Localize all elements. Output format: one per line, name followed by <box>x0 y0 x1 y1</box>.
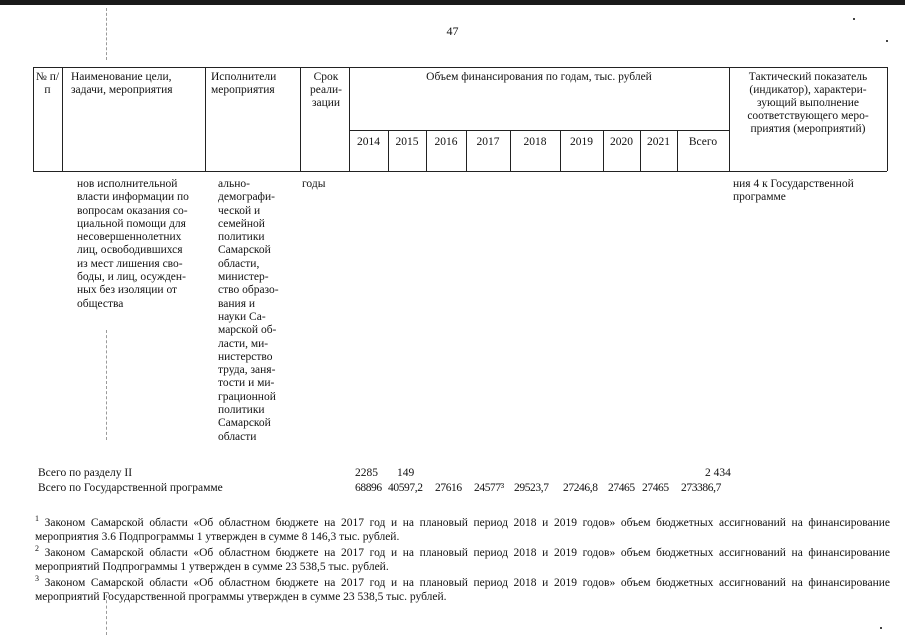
exec-line: тости и ми- <box>218 377 275 390</box>
footnote <box>35 572 890 604</box>
exec-line: труда, заня- <box>218 364 276 377</box>
footnote-mark: 1 <box>35 514 39 523</box>
totals-value: 149 <box>397 467 415 479</box>
exec-line: политики <box>218 231 265 244</box>
header-funding: Объем финансирования по годам, тыс. рублей <box>426 71 652 83</box>
scan-fold-line <box>106 8 107 60</box>
table-rule <box>300 67 301 171</box>
header-year: 2018 <box>523 136 547 148</box>
exec-line: вания и <box>218 297 256 310</box>
name-line: вопросам оказания со- <box>77 204 188 217</box>
header-year: 2020 <box>610 136 633 148</box>
header-year: 2015 <box>395 136 419 148</box>
totals-label: Всего по Государственной программе <box>38 482 223 494</box>
table-rule <box>62 67 63 171</box>
name-line: из мест лишения сво- <box>77 257 183 270</box>
exec-line: ческой и <box>218 204 261 217</box>
totals-value: 27616 <box>435 482 462 494</box>
table-rule <box>33 171 887 172</box>
header-year: 2019 <box>570 136 593 148</box>
name-line: боды, и лиц, осужден- <box>77 271 186 284</box>
row-executors-cell <box>218 178 300 444</box>
header-year: 2014 <box>357 136 380 148</box>
exec-line: семейной <box>218 217 265 230</box>
header-year: 2021 <box>647 136 670 148</box>
totals-value: 273386,7 <box>681 482 721 494</box>
scan-speck <box>880 627 882 629</box>
name-line: общества <box>77 297 124 310</box>
footnote-mark: 3 <box>35 574 39 583</box>
exec-line: ласти, ми- <box>218 337 269 350</box>
indicator-line: программе <box>733 191 786 204</box>
totals-value: 27465 <box>642 482 669 494</box>
scan-top-border <box>0 0 905 5</box>
name-line: лиц, освободившихся <box>77 244 183 257</box>
table-rule <box>349 130 729 131</box>
scan-speck <box>886 40 888 42</box>
totals-value: 29523,7 <box>514 482 549 494</box>
exec-line: ально- <box>218 178 250 190</box>
scan-speck <box>853 18 855 20</box>
totals-value: 27465 <box>608 482 635 494</box>
header-name: Наименование цели, задачи, мероприятия <box>71 71 173 96</box>
exec-line: нистерство <box>218 350 273 363</box>
name-line: несовершеннолетних <box>77 231 182 244</box>
exec-line: марской об- <box>218 324 277 337</box>
footnote-text: Законом Самарской области «Об областном бюджете на 2017 год и на плановый период 2018 и 2019 годов» объем бюджетных ассигнований на финансирование мероприятия 3.6 Подпрограммы 1 утвержден в сумме 8 146,3 тыс. рублей. <box>35 516 891 543</box>
row-indicator-cell <box>733 178 888 205</box>
name-line: циальной помощи для <box>77 217 186 230</box>
totals-value: 68896 <box>355 482 382 494</box>
footnote-text: Законом Самарской области «Об областном бюджете на 2017 год и на плановый период 2018 и 2019 годов» объем бюджетных ассигнований на финансирование мероприятий Подпрограммы 1 утвержден в сумме 23 538,5 тыс. рублей. <box>35 546 891 573</box>
indicator-line: ния 4 к Государственной <box>733 178 854 190</box>
page-number: 47 <box>446 24 459 38</box>
row-term-cell: годы <box>302 178 326 190</box>
name-line: власти информации по <box>77 191 189 204</box>
header-year-total: Всего <box>688 136 718 148</box>
footnote <box>35 542 890 574</box>
row-name-cell <box>77 178 203 311</box>
header-executors: Исполнители мероприятия <box>211 71 277 96</box>
exec-line: грационной <box>218 390 276 403</box>
header-year: 2017 <box>476 136 500 148</box>
exec-line: области <box>218 430 257 443</box>
totals-label: Всего по разделу II <box>38 467 133 479</box>
exec-line: области, <box>218 257 260 270</box>
exec-line: демографи- <box>218 191 275 204</box>
exec-line: Самарской <box>218 417 271 430</box>
totals-value: 27246,8 <box>563 482 598 494</box>
totals-value: 2 434 <box>705 467 731 479</box>
footnote <box>35 512 890 544</box>
header-num: № п/п <box>35 71 60 96</box>
footnote-text: Законом Самарской области «Об областном бюджете на 2017 год и на плановый период 2018 и 2019 годов» объем бюджетных ассигнований на финансирование мероприятий Государственной программы утвержден в сумме 23 538,5 тыс. рублей. <box>35 576 891 603</box>
table-rule <box>205 67 206 171</box>
exec-line: науки Са- <box>218 310 266 323</box>
table-rule <box>729 67 730 171</box>
totals-value: 2285 <box>355 467 378 479</box>
totals-value: 24577³ <box>474 482 504 494</box>
exec-line: Самарской <box>218 244 271 257</box>
exec-line: министер- <box>218 271 269 284</box>
scan-fold-line <box>106 330 107 440</box>
totals-value: 40597,2 <box>388 482 423 494</box>
exec-line: политики <box>218 404 265 417</box>
header-year: 2016 <box>434 136 458 148</box>
exec-line: ство образо- <box>218 284 279 297</box>
footnote-mark: 2 <box>35 544 39 553</box>
header-term: Срок реали-зации <box>310 71 342 109</box>
table-rule <box>887 67 888 171</box>
name-line: нов исполнительной <box>77 178 178 190</box>
name-line: ных без изоляции от <box>77 284 178 297</box>
header-indicator: Тактический показатель (индикатор), характери-зующий выполнение соответствующего меро-приятия (мероприятий) <box>747 71 869 135</box>
table-rule <box>33 67 887 68</box>
